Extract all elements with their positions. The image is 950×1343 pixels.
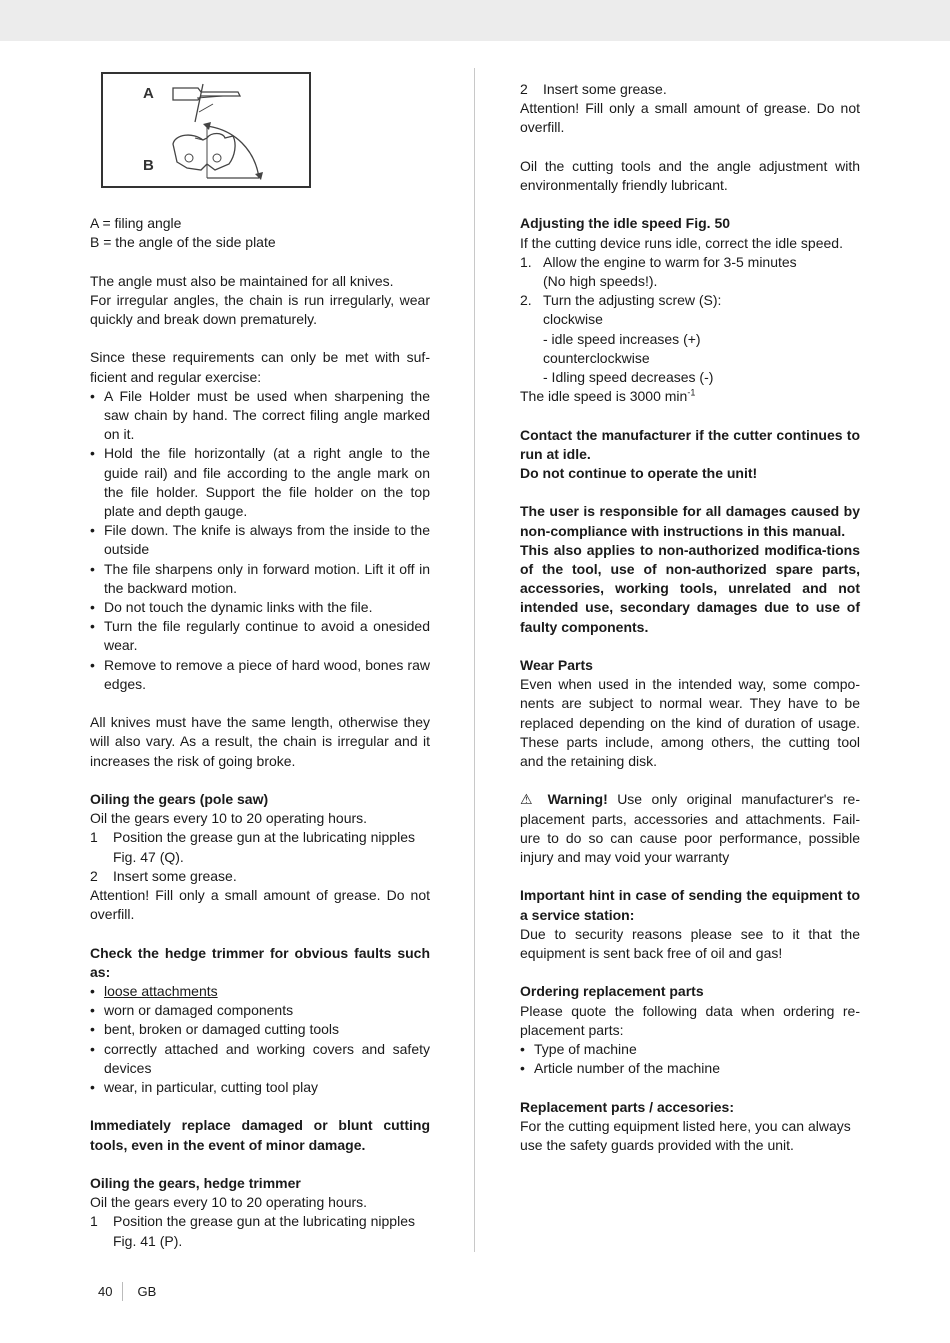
ordering-text: Please quote the following data when ordering re-placement parts: (520, 1002, 860, 1038)
warning-paragraph: ⚠ Warning! Use only original manufacturer's re-placement parts, accessories and attachments. Fail-ure to do so can cause poor performance, possible injury and may void your warranty (520, 791, 860, 866)
page-footer (98, 1282, 156, 1301)
check-heading: Check the hedge trimmer for obvious faults such as: (90, 944, 430, 980)
warning-icon: ⚠ (520, 791, 539, 808)
page-number: 40 (98, 1282, 123, 1301)
oil-hedge-intro: Oil the gears every 10 to 20 operating hours. (90, 1194, 368, 1211)
contact-manufacturer: Contact the manufacturer if the cutter continues to run at idle. (520, 426, 860, 462)
responsibility-1: The user is responsible for all damages caused by non-compliance with instructions in this manual. (520, 503, 860, 539)
step-item-cont: counterclockwise (543, 349, 650, 366)
grease-attention: Attention! Fill only a small amount of grease. Do not overfill. (520, 100, 860, 136)
idle-heading: Adjusting the idle speed Fig. 50 (520, 215, 731, 232)
wear-text: Even when used in the intended way, some compo-nents are subject to normal wear. They have to be replaced depending on the kind of duration of usage. These parts include, among others, the cutting tool and the retaining disk. (520, 676, 860, 770)
ordering-heading: Ordering replacement parts (520, 983, 704, 1000)
list-item: • correctly attached and working covers and safety devices (90, 1040, 430, 1078)
list-item: • wear, in particular, cutting tool play (90, 1078, 430, 1097)
label-a: A (143, 85, 154, 102)
responsibility-2: This also applies to non-authorized modifica-tions of the tool, use of non-authorized spare parts, accessories, working tools, unrelated and not intended use, secondary damages due to use of faulty components. (520, 541, 860, 635)
idle-speed-value: The idle speed is 3000 $\min^{-1}$ (520, 387, 696, 405)
oil-pole-heading: Oiling the gears (pole saw) (90, 791, 269, 808)
step-item: 2 Insert some grease. (90, 867, 237, 884)
step-item-cont: clockwise (543, 311, 603, 328)
list-item: • Do not touch the dynamic links with the file. (90, 598, 430, 617)
left-column (90, 80, 430, 1251)
angle-paragraph-1: The angle must also be maintained for all knives. (90, 272, 394, 289)
step-item-cont: Fig. 47 (Q). (113, 848, 184, 865)
accessories-text: For the cutting equipment listed here, you can always use the safety guards provided with the unit. (520, 1117, 851, 1154)
list-item: • A File Holder must be used when sharpening the saw chain by hand. The correct filing angle marked on it. (90, 387, 430, 445)
knives-paragraph: All knives must have the same length, otherwise they will also vary. As a result, the chain is irregular and it increases the risk of going broke. (90, 714, 430, 769)
oil-hedge-heading: Oiling the gears, hedge trimmer (90, 1175, 301, 1192)
list-item: • loose attachments (90, 982, 430, 1001)
do-not-continue: Do not continue to operate the unit! (520, 465, 758, 482)
list-item: • Type of machine (520, 1040, 860, 1059)
list-item: • The file sharpens only in forward motion. Lift it off in the backward motion. (90, 560, 430, 598)
requirements-paragraph: Since these requirements can only be met with suf-ficient and regular exercise: (90, 349, 430, 385)
angle-paragraph-2: For irregular angles, the chain is run irregularly, wear quickly and break down prematurely. (90, 291, 430, 327)
hint-heading: Important hint in case of sending the equipment to a service station: (520, 887, 860, 923)
step-item: 1 Position the grease gun at the lubricating nipples (90, 1213, 415, 1230)
list-item: • Remove to remove a piece of hard wood, bones raw edges. (90, 656, 430, 694)
oil-tools-paragraph: Oil the cutting tools and the angle adjustment with environmentally friendly lubricant. (520, 157, 860, 193)
step-item-cont: Fig. 41 (P). (113, 1232, 183, 1249)
list-item: • File down. The knife is always from the inside to the outside (90, 521, 430, 559)
list-item: • bent, broken or damaged cutting tools (90, 1020, 430, 1039)
language-code: GB (137, 1284, 157, 1299)
list-item: • Turn the file regularly continue to avoid a onesided wear. (90, 617, 430, 655)
accessories-heading: Replacement parts / accesories: (520, 1098, 734, 1115)
sharpening-list (90, 387, 430, 694)
oil-hedge-steps (90, 1212, 430, 1250)
column-divider (474, 68, 475, 1252)
wear-heading: Wear Parts (520, 657, 593, 674)
step-item: 2. Turn the adjusting screw (S): (520, 292, 722, 309)
grease-steps (520, 80, 860, 99)
step-item: 2 Insert some grease. (520, 81, 667, 97)
hint-text: Due to security reasons please see to it that the equipment is sent back free of oil and gas! (520, 925, 860, 962)
list-item: • worn or damaged components (90, 1001, 430, 1020)
idle-steps (520, 253, 860, 387)
label-b: B (143, 157, 154, 174)
right-column (520, 80, 860, 1155)
idle-intro: If the cutting device runs idle, correct the idle speed. (520, 234, 843, 251)
legend-filing-angle: A = filing angle (90, 215, 182, 231)
oil-pole-intro: Oil the gears every 10 to 20 operating hours. (90, 810, 368, 827)
step-item-cont: - Idling speed decreases (-) (543, 369, 714, 386)
step-item-cont: (No high speeds!). (543, 273, 658, 289)
ordering-list (520, 1040, 860, 1078)
oil-pole-attention: Attention! Fill only a small amount of grease. Do not overfill. (90, 887, 430, 923)
list-item: • Hold the file horizontally (at a right angle to the guide rail) and file according to the angle mark on the file holder. Support the file holder on the top plate and depth gauge. (90, 444, 430, 521)
legend-side-plate-angle: B = the angle of the side plate (90, 234, 276, 251)
replace-warning: Immediately replace damaged or blunt cutting tools, even in the event of minor damage. (90, 1117, 430, 1153)
check-list (90, 982, 430, 1097)
step-item: 1 Position the grease gun at the lubricating nipples (90, 829, 415, 846)
list-item: • Article number of the machine (520, 1059, 860, 1078)
top-bar (0, 0, 950, 41)
oil-pole-steps (90, 828, 430, 886)
step-item-cont: - idle speed increases (+) (543, 330, 701, 347)
step-item: 1. Allow the engine to warm for 3-5 minutes (520, 253, 797, 270)
